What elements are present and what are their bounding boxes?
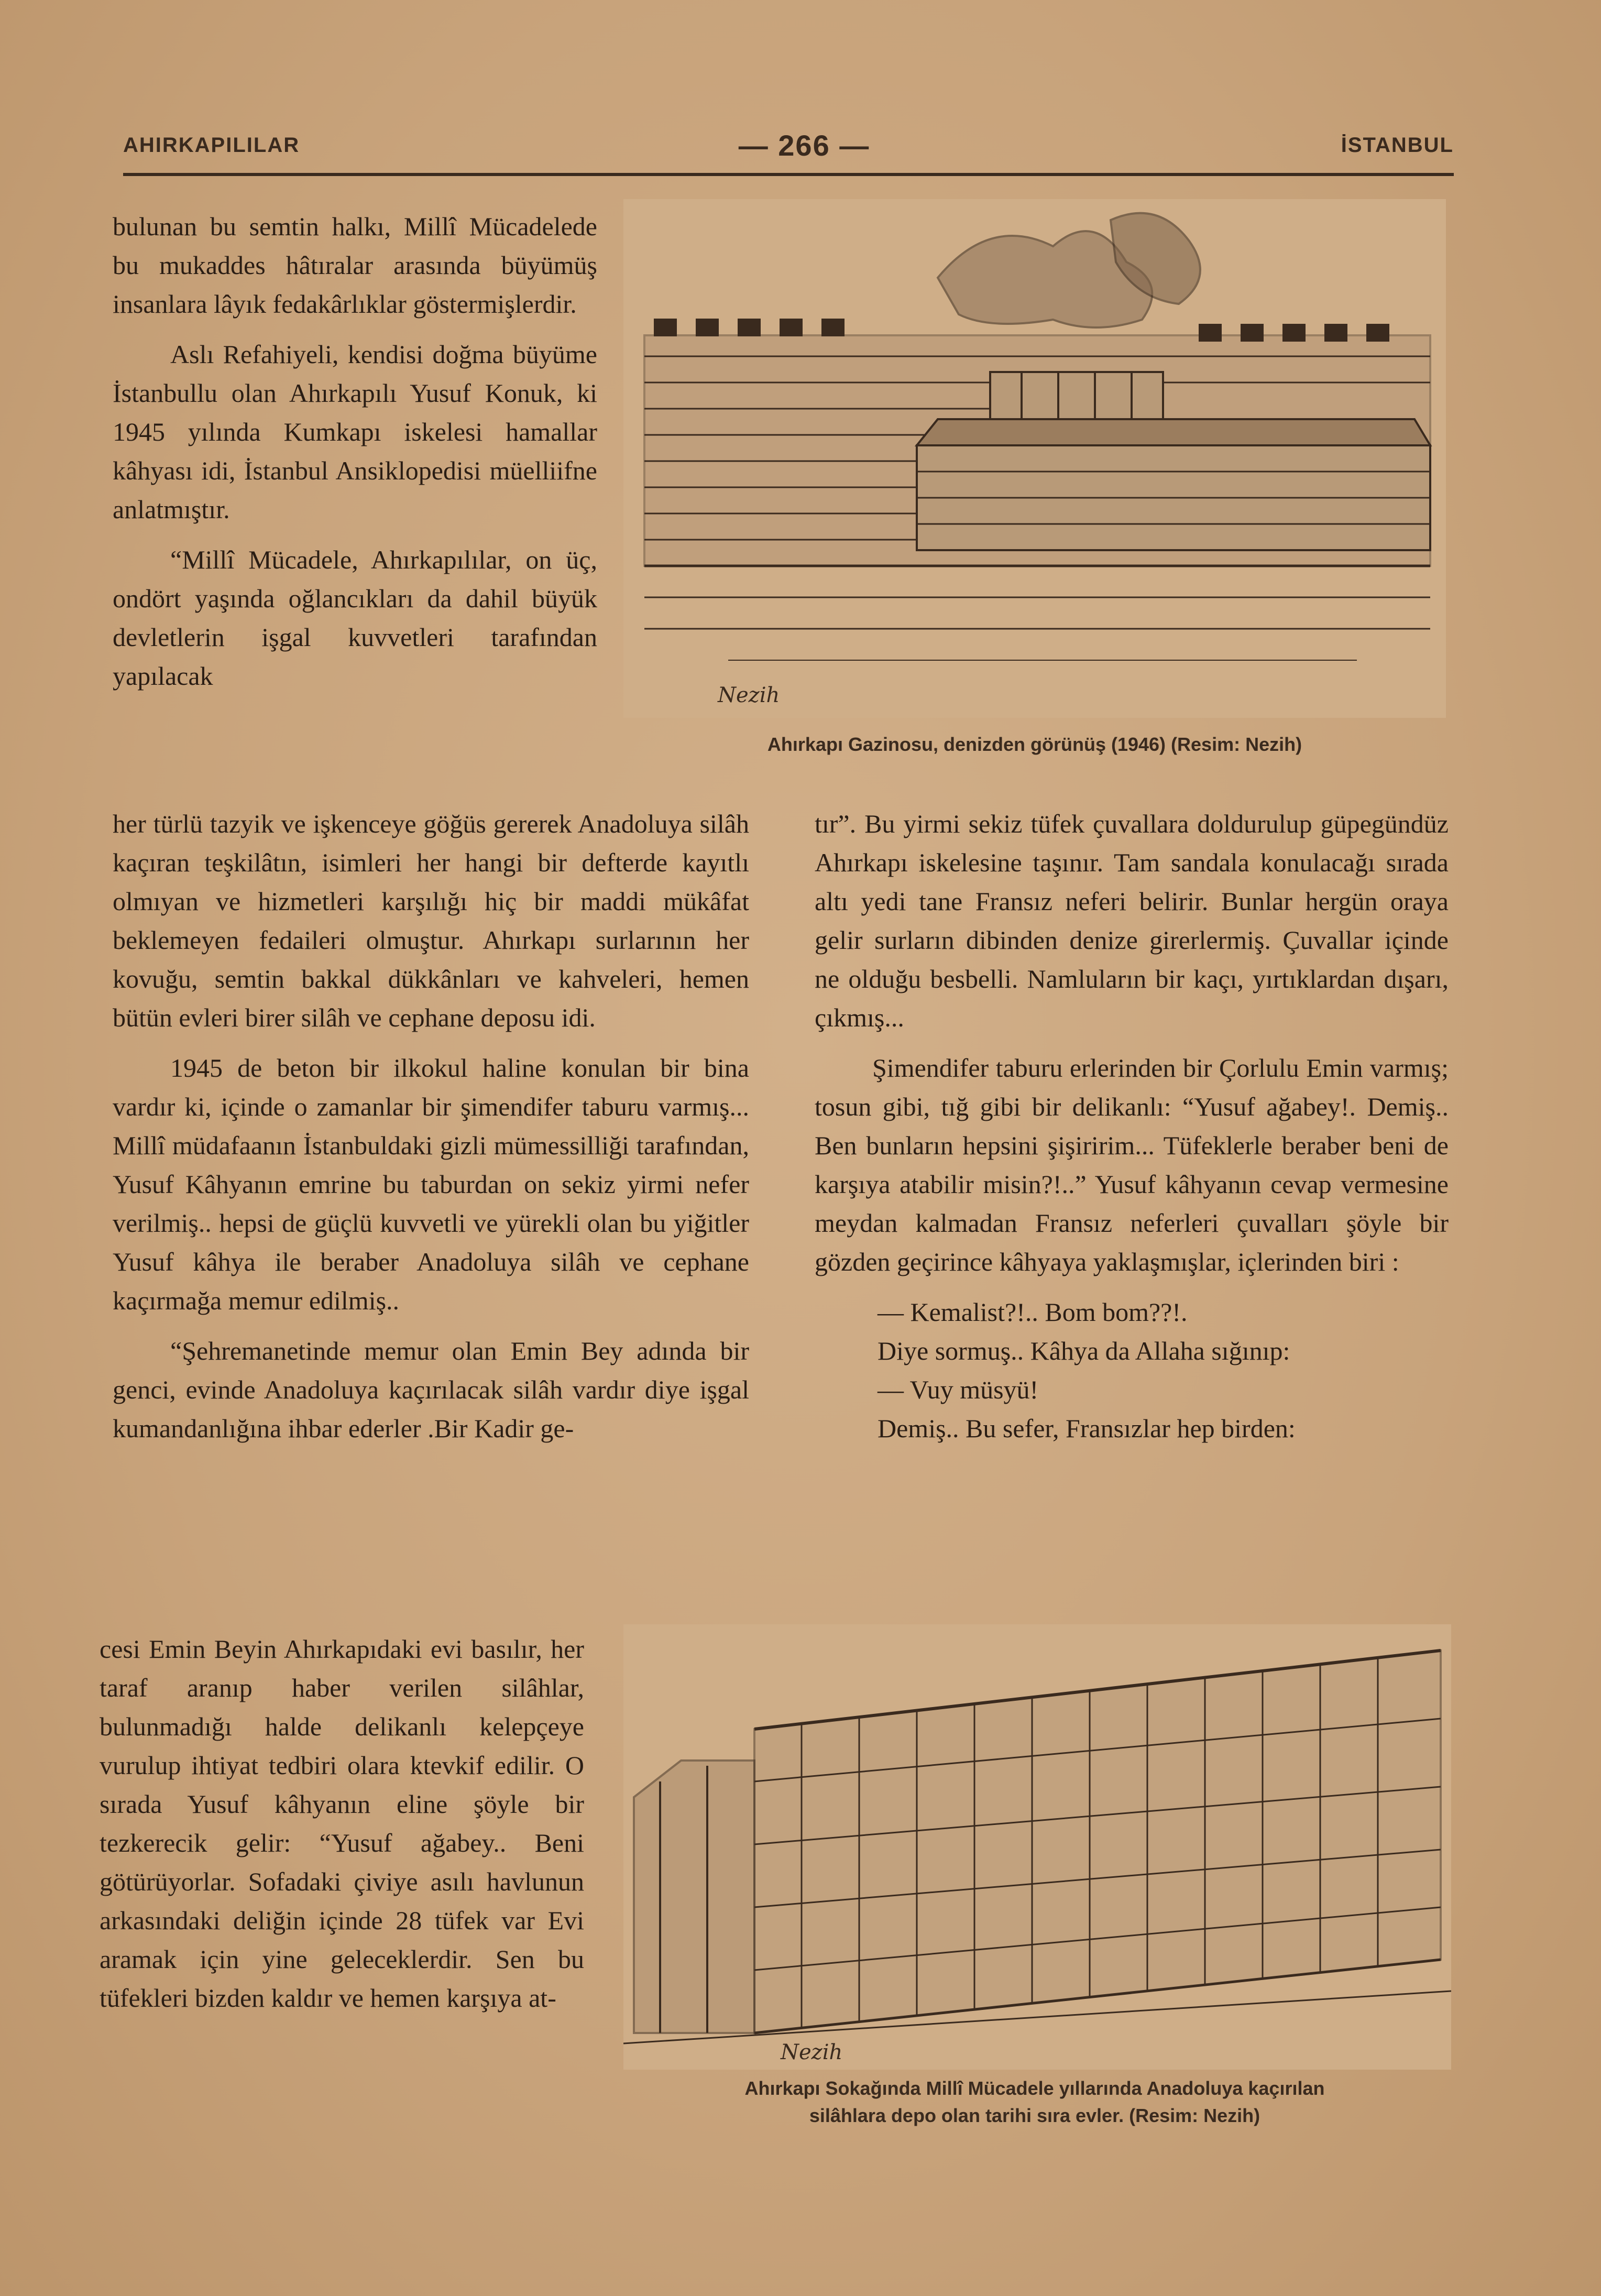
houses-illustration bbox=[623, 1624, 1451, 2070]
gazino-illustration bbox=[623, 199, 1446, 718]
paragraph: Şimendifer taburu erlerinden bir Çorlulu Emin varmış; tosun gibi, tığ gibi bir delikanlı: “Yusuf ağabey!. Demiş.. Ben bunların hepsini şişiririm... Tüfeklerle beraber beni de karşıya atabilir misin?!..” Yusuf kâhyanın cevap vermesine meydan kalmadan Fransız neferleri çuvalları şöyle bir gözden geçirince kâhyaya yaklaşmışlar, içlerinden biri : bbox=[815, 1053, 1449, 1276]
left-column-top bbox=[113, 207, 597, 707]
header-publication: İSTANBUL bbox=[1341, 134, 1454, 157]
paragraph: “Millî Mücadele, Ahırkapılılar, on üç, ondört yaşında oğlancıkları da dahil büyük devletlerin işgal kuvvetleri tarafından yapılacak bbox=[113, 545, 597, 691]
right-column bbox=[815, 804, 1449, 1448]
figure-caption-top: Ahırkapı Gazinosu, denizden görünüş (1946) (Resim: Nezih) bbox=[767, 734, 1302, 755]
dialog-line: — Kemalist?!.. Bom bom??!. bbox=[878, 1297, 1188, 1327]
dialog-line: Demiş.. Bu sefer, Fransızlar hep birden: bbox=[878, 1414, 1296, 1443]
paragraph: cesi Emin Beyin Ahırkapıdaki evi basılır, her taraf aranıp haber verilen silâhlar, bulunmadığı halde delikanlı kelepçeye vurulup ihtiyat tedbiri olara ktevkif edilir. O sırada Yusuf kâhyanın eline şöyle bir tezkerecik gelir: “Yusuf ağabey.. Beni götürüyorlar. Sofadaki çiviye asılı havlunun arkasındaki deliğin içinde 28 tüfek var Evi aramak için yine geleceklerdir. Sen bu tüfekleri bizden kaldır ve hemen karşıya at- bbox=[100, 1634, 584, 2013]
figure-gazino-drawing bbox=[623, 199, 1446, 718]
caption-line: silâhlara depo olan tarihi sıra evler. (Resim: Nezih) bbox=[809, 2105, 1260, 2126]
paragraph: tır”. Bu yirmi sekiz tüfek çuvallara doldurulup güpegündüz Ahırkapı iskelesine taşınır. Tam sandala konulacağı sırada altı yedi tane Fransız neferi belirir. Bunlar hergün oraya gelir surların dibinden denize girerlermiş. Çuvallar içinde ne olduğu besbelli. Namluların bir kaçı, yırtıklardan dışarı, çıkmış... bbox=[815, 809, 1449, 1032]
caption-line: Ahırkapı Sokağında Millî Mücadele yıllarında Anadoluya kaçırılan bbox=[744, 2078, 1325, 2099]
page-number: — 266 — bbox=[738, 129, 870, 162]
dialog-line: Diye sormuş.. Kâhya da Allaha sığınıp: bbox=[878, 1336, 1290, 1365]
header-rule bbox=[123, 173, 1454, 176]
paragraph: Aslı Refahiyeli, kendisi doğma büyüme İstanbullu olan Ahırkapılı Yusuf Konuk, ki 1945 yılında Kumkapı iskelesi hamallar kâhyası idi, İstanbul Ansiklopedisi müelliifne anlatmıştır. bbox=[113, 340, 597, 524]
paragraph: 1945 de beton bir ilkokul haline konulan bir bina vardır ki, içinde o zamanlar bir şimendifer taburu varmış... Millî müdafaanın İstanbuldaki gizli mümessilliği tarafından, Yusuf Kâhyanın emrine bu taburdan on sekiz yirmi nefer verilmiş.. hepsi de güçlü kuvvetli ve yürekli olan bu yiğitler Yusuf kâhya ile beraber Anadoluya silâh ve cephane kaçırmağa memur edilmiş.. bbox=[113, 1053, 749, 1315]
left-column-bottom bbox=[100, 1630, 584, 2029]
dialog-line: — Vuy müsyü! bbox=[878, 1375, 1039, 1404]
paragraph: bulunan bu semtin halkı, Millî Mücadelede bu mukaddes hâtıralar arasında büyümüş insanlara lâyık fedakârlıklar göstermişlerdir. bbox=[113, 212, 597, 319]
svg-text:Nezih: Nezih bbox=[781, 2040, 843, 2064]
running-header bbox=[123, 129, 1454, 165]
svg-text:Nezih: Nezih bbox=[718, 683, 780, 707]
left-column-middle bbox=[113, 804, 749, 1459]
figure-caption-bottom bbox=[602, 2075, 1467, 2129]
figure-houses-drawing bbox=[623, 1624, 1451, 2070]
paragraph: “Şehremanetinde memur olan Emin Bey adında bir genci, evinde Anadoluya kaçırılacak silâh vardır diye işgal kumandanlığına ihbar ederler .Bir Kadir ge- bbox=[113, 1336, 749, 1443]
header-section-title: AHIRKAPILILAR bbox=[123, 134, 300, 157]
paragraph: her türlü tazyik ve işkenceye göğüs gererek Anadoluya silâh kaçıran teşkilâtın, isimleri her hangi bir defterde kayıtlı olmıyan ve hizmetleri karşılığı hiç bir maddi mükâfat beklemeyen fedaileri olmuştur. Ahırkapı surlarının her kovuğu, semtin bakkal dükkânları ve kahveleri, hemen bütün evleri birer silâh ve cephane deposu idi. bbox=[113, 809, 749, 1032]
